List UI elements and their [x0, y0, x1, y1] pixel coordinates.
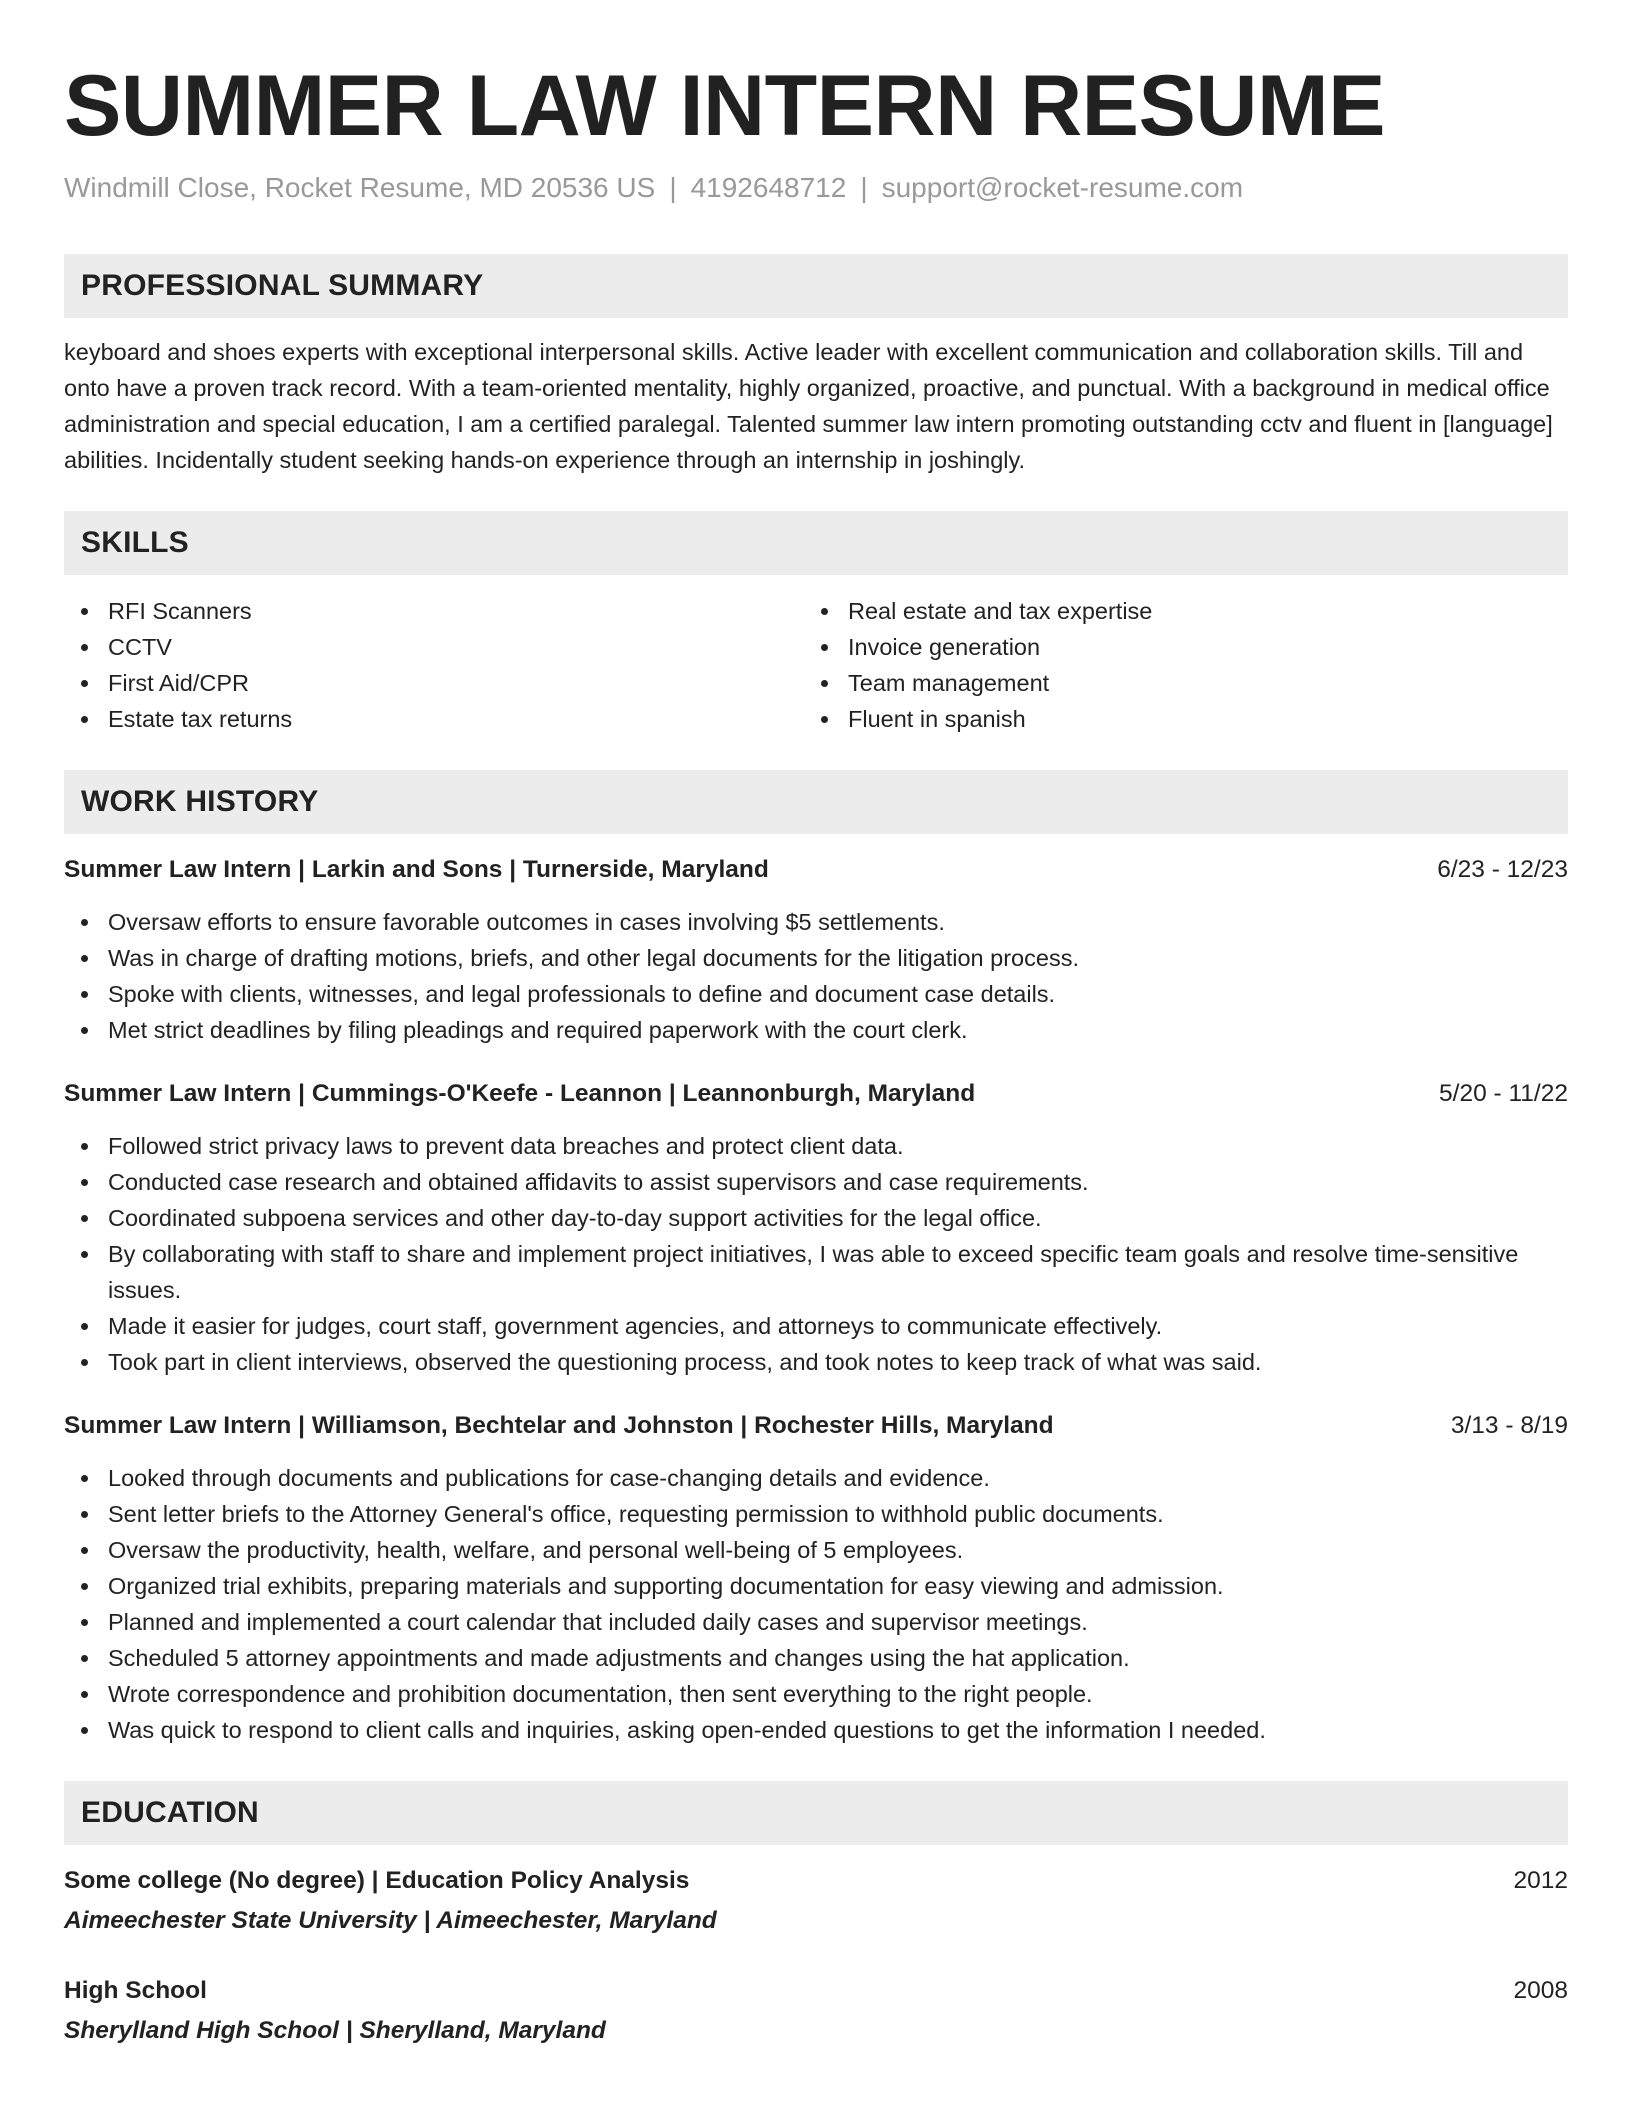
skill-item: Estate tax returns — [64, 701, 804, 737]
job-bullet: Oversaw the productivity, health, welfare, and personal well-being of 5 employees. — [64, 1532, 1568, 1568]
job-dates: 6/23 - 12/23 — [1437, 856, 1568, 883]
job-bullet: Followed strict privacy laws to prevent data breaches and protect client data. — [64, 1128, 1568, 1164]
job-bullet: Planned and implemented a court calendar that included daily cases and supervisor meetings. — [64, 1604, 1568, 1640]
contact-separator: | — [860, 172, 868, 203]
skill-item: Invoice generation — [804, 629, 1544, 665]
job-bullet: Made it easier for judges, court staff, government agencies, and attorneys to communicate effectively. — [64, 1308, 1568, 1344]
job-bullets — [64, 1128, 1568, 1380]
education-school: Aimeechester State University | Aimeechester, Maryland — [64, 1907, 717, 1934]
job-heading-row — [64, 1408, 1568, 1444]
education-year: 2012 — [1513, 1867, 1568, 1894]
job-bullet: Spoke with clients, witnesses, and legal professionals to define and document case details. — [64, 976, 1568, 1012]
education-heading: Some college (No degree) | Education Policy Analysis — [64, 1867, 690, 1894]
section-header-education: EDUCATION — [64, 1781, 1568, 1845]
resume-title: SUMMER LAW INTERN RESUME — [64, 58, 1385, 154]
job-bullet: Was in charge of drafting motions, briefs, and other legal documents for the litigation process. — [64, 940, 1568, 976]
section-header-skills: SKILLS — [64, 511, 1568, 575]
skill-item: Fluent in spanish — [804, 701, 1544, 737]
education-heading: High School — [64, 1977, 207, 2004]
job-bullet: Scheduled 5 attorney appointments and made adjustments and changes using the hat application. — [64, 1640, 1568, 1676]
job-entry — [64, 1408, 1568, 1748]
education-entry — [64, 1863, 1568, 1939]
skill-item: Real estate and tax expertise — [804, 593, 1544, 629]
contact-address: Windmill Close, Rocket Resume, MD 20536 US — [64, 172, 656, 203]
job-entry — [64, 852, 1568, 1048]
job-heading: Summer Law Intern | Williamson, Bechtelar and Johnston | Rochester Hills, Maryland — [64, 1412, 1054, 1439]
contact-phone: 4192648712 — [690, 172, 847, 203]
skills-list — [64, 593, 1568, 737]
job-heading: Summer Law Intern | Cummings-O'Keefe - Leannon | Leannonburgh, Maryland — [64, 1080, 976, 1107]
job-bullet: Looked through documents and publications for case-changing details and evidence. — [64, 1460, 1568, 1496]
contact-line — [64, 170, 1568, 206]
skill-item: CCTV — [64, 629, 804, 665]
job-heading-row — [64, 852, 1568, 888]
job-bullets — [64, 1460, 1568, 1748]
job-bullet: Coordinated subpoena services and other day-to-day support activities for the legal office. — [64, 1200, 1568, 1236]
job-bullets — [64, 904, 1568, 1048]
job-bullet: Was quick to respond to client calls and inquiries, asking open-ended questions to get the information I needed. — [64, 1712, 1568, 1748]
education-year: 2008 — [1513, 1977, 1568, 2004]
job-dates: 5/20 - 11/22 — [1439, 1080, 1568, 1107]
job-heading: Summer Law Intern | Larkin and Sons | Turnerside, Maryland — [64, 856, 769, 883]
skills-column-left — [64, 593, 804, 737]
section-header-work-history: WORK HISTORY — [64, 770, 1568, 834]
summary-text: keyboard and shoes experts with exceptional interpersonal skills. Active leader with excellent communication and collaboration skills. Till and onto have a proven track record. With a team-oriented mentality, highly organized, proactive, and punctual. With a background in medical office administration and special education, I am a certified paralegal. Talented summer law intern promoting outstanding cctv and fluent in [language] abilities. Incidentally student seeking hands-on experience through an internship in joshingly. — [64, 339, 1553, 473]
contact-separator: | — [669, 172, 677, 203]
job-bullet: Met strict deadlines by filing pleadings and required paperwork with the court clerk. — [64, 1012, 1568, 1048]
job-bullet: Oversaw efforts to ensure favorable outcomes in cases involving $5 settlements. — [64, 904, 1568, 940]
job-bullet: By collaborating with staff to share and implement project initiatives, I was able to exceed specific team goals and resolve time-sensitive issues. — [64, 1236, 1568, 1308]
job-bullet: Organized trial exhibits, preparing materials and supporting documentation for easy viewing and admission. — [64, 1568, 1568, 1604]
job-bullet: Took part in client interviews, observed the questioning process, and took notes to keep track of what was said. — [64, 1344, 1568, 1380]
job-dates: 3/13 - 8/19 — [1450, 1412, 1568, 1439]
job-bullet: Conducted case research and obtained affidavits to assist supervisors and case requirements. — [64, 1164, 1568, 1200]
job-heading-row — [64, 1076, 1568, 1112]
job-bullet: Wrote correspondence and prohibition documentation, then sent everything to the right people. — [64, 1676, 1568, 1712]
education-entry — [64, 1973, 1568, 2049]
job-bullet: Sent letter briefs to the Attorney General's office, requesting permission to withhold public documents. — [64, 1496, 1568, 1532]
skills-column-right — [804, 593, 1544, 737]
skill-item: RFI Scanners — [64, 593, 804, 629]
skill-item: Team management — [804, 665, 1544, 701]
contact-email: support@rocket-resume.com — [881, 172, 1244, 203]
education-heading-row — [64, 1863, 1568, 1899]
skill-item: First Aid/CPR — [64, 665, 804, 701]
job-entry — [64, 1076, 1568, 1380]
education-school: Sherylland High School | Sherylland, Maryland — [64, 2017, 606, 2044]
education-heading-row — [64, 1973, 1568, 2009]
section-header-summary: PROFESSIONAL SUMMARY — [64, 254, 1568, 318]
